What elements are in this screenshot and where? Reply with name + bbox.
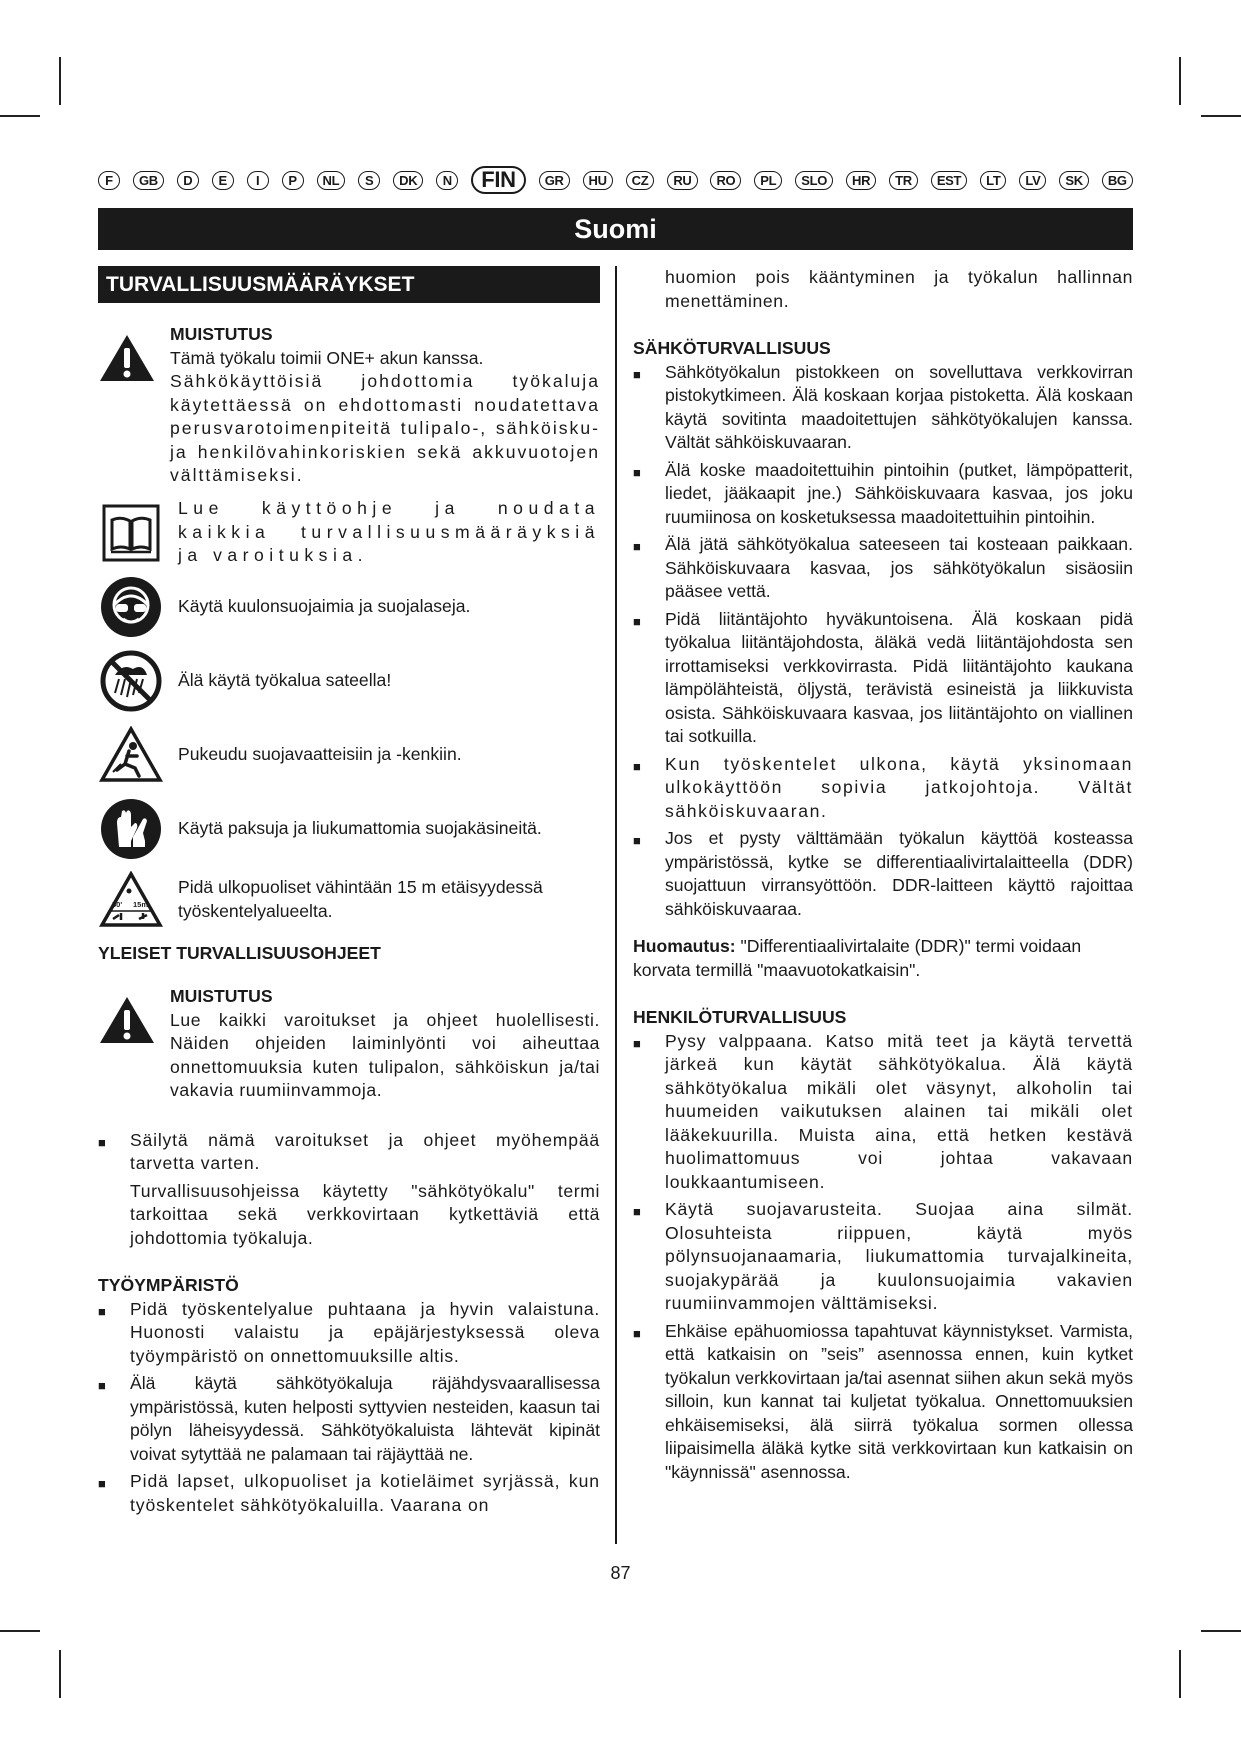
- bullet-icon: ■: [98, 1476, 106, 1491]
- page-number: 87: [610, 1563, 631, 1583]
- symbol-row: [98, 868, 600, 932]
- lang-badge: D: [177, 171, 199, 190]
- warning-block: [98, 323, 600, 488]
- lang-badge: PL: [754, 171, 782, 190]
- list-item-text: Älä käytä sähkötyökaluja räjähdysvaarallisessa ympäristössä, kuten helposti syttyvien nesteiden, kaasun tai pölyn läheisyydessä. Sähkötyökaluista lähtevät kipinät voivat sytyttää ne palamaan tai räjäyttää ne.: [130, 1373, 600, 1464]
- lang-badge: EST: [931, 171, 967, 190]
- lang-badge: SLO: [795, 171, 833, 190]
- language-title-bar: [98, 208, 1133, 250]
- lang-badge-active: FIN: [471, 166, 526, 194]
- symbol-text: Käytä kuulonsuojaimia ja suojalaseja.: [178, 595, 471, 616]
- lang-badge: SK: [1059, 171, 1088, 190]
- bullet-icon: ■: [633, 1204, 641, 1219]
- bullet-icon: ■: [633, 833, 641, 848]
- symbol-row: [98, 498, 600, 566]
- section-subheading: YLEISET TURVALLISUUSOHJEET: [98, 942, 381, 963]
- bullet-icon: ■: [633, 464, 641, 480]
- list-item: [633, 827, 1133, 921]
- column-divider: [615, 266, 617, 1544]
- lang-badge: F: [98, 171, 120, 190]
- lang-badge: DK: [393, 171, 423, 190]
- gloves-icon: [98, 796, 164, 862]
- distance-m-label: 15m: [133, 899, 149, 909]
- list-item: [98, 1298, 600, 1369]
- list-item-text: Pidä liitäntäjohto hyväkuntoisena. Älä koskaan pidä työkalua liitäntäjohdosta, äläkä vedä liitäntäjohdosta sen irrottamiseksi verkkovirrasta. Pidä liitäntäjohto kaukana lämpölähteistä, öljystä, terävistä esineistä ja liikkuvista osista. Sähköiskuvaara kasvaa, jos liitäntäjohto on viallinen tai sotkuilla.: [665, 608, 1133, 746]
- list-item: [633, 753, 1133, 824]
- bullet-icon: ■: [633, 1325, 641, 1341]
- symbol-row: [98, 648, 600, 714]
- list-item: [633, 533, 1133, 604]
- bullet-icon: ■: [633, 1035, 641, 1051]
- list-item: [98, 1129, 600, 1176]
- lang-badge: CZ: [626, 171, 655, 190]
- warning-text: Sähkökäyttöisiä johdottomia työkaluja käytettäessä on ehdottomasti noudatettava perusvarotoimenpiteitä tulipalo-, sähköisku- ja henkilövahinkoriskien sekä akkuvuotojen välttämiseksi.: [170, 371, 600, 485]
- bullet-icon: ■: [98, 1134, 106, 1150]
- warning-label: MUISTUTUS: [170, 324, 273, 344]
- bullet-icon: ■: [633, 539, 641, 554]
- symbol-text: Käytä paksuja ja liukumattomia suojakäsineitä.: [178, 817, 542, 838]
- lang-badge: E: [212, 171, 234, 190]
- lang-badge: GR: [539, 171, 570, 190]
- symbol-row: [98, 574, 600, 640]
- section-heading: TURVALLISUUSMÄÄRÄYKSET: [98, 266, 600, 303]
- section-subheading: TYÖYMPÄRISTÖ: [98, 1275, 239, 1295]
- lang-badge: LV: [1019, 171, 1046, 190]
- symbol-text: Pukeudu suojavaatteisiin ja -kenkiin.: [178, 743, 462, 764]
- list-item-text: Kun työskentelet ulkona, käytä yksinomaan ulkokäyttöön sopivia jatkojohtoja. Vältät sähköiskuvaaran.: [665, 753, 1133, 821]
- symbol-text: Älä käytä työkalua sateella!: [178, 669, 392, 690]
- list-item-text: Pidä lapset, ulkopuoliset ja kotieläimet syrjässä, kun työskentelet sähkötyökaluilla. Vaarana on: [130, 1471, 600, 1515]
- crop-mark: [59, 1650, 61, 1698]
- symbol-row: [98, 796, 600, 862]
- list-item: [633, 1320, 1133, 1485]
- lang-badge: S: [358, 171, 380, 190]
- warning-text: Lue kaikki varoitukset ja ohjeet huolellisesti. Näiden ohjeiden laiminlyönti voi aiheuttaa onnettomuuksia kuten tulipalon, sähköiskun ja/tai vakavia ruumiinvammoja.: [170, 1009, 600, 1100]
- crop-mark: [1179, 57, 1181, 105]
- lang-badge: RU: [667, 171, 697, 190]
- warning-label: MUISTUTUS: [170, 986, 273, 1006]
- bullet-icon: ■: [633, 613, 641, 629]
- note-label: Huomautus:: [633, 936, 736, 956]
- list-item-text: Ehkäise epähuomiossa tapahtuvat käynnistykset. Varmista, että katkaisin on ”seis” asennossa ennen, kuin kytket työkalun verkkovirtaan ja/tai asennat siihen akun sekä myös silloin, kun kannat tai kuljetat työkalua. Onnettomuuksien ehkäisemiseksi, älä siirrä työkalua sormen ollessa liipaisimella äläkä kytke sitä verkkovirtaan kun katkaisin on "käynnissä" asennossa.: [665, 1320, 1133, 1482]
- warning-triangle-icon: [98, 985, 158, 1052]
- ear-eye-protection-icon: [98, 574, 164, 640]
- lang-badge: GB: [133, 171, 164, 190]
- paragraph: huomion pois kääntyminen ja työkalun hallinnan menettäminen.: [665, 267, 1133, 311]
- list-item: [633, 459, 1133, 530]
- list-item: [633, 608, 1133, 749]
- list-item: [98, 1372, 600, 1466]
- list-item-text: Pidä työskentelyalue puhtaana ja hyvin valaistuna. Huonosti valaistu ja epäjärjestyksessä oleva työympäristö on onnettomuuksille altis.: [130, 1298, 600, 1366]
- lang-badge: TR: [889, 171, 918, 190]
- warning-triangle-icon: [98, 323, 158, 390]
- paragraph: Turvallisuusohjeissa käytetty "sähkötyökalu" termi tarkoittaa sekä verkkovirtaan kytkettäviä että johdottomia työkaluja.: [130, 1180, 600, 1248]
- bullet-icon: ■: [98, 1378, 106, 1393]
- list-item-text: Käytä suojavarusteita. Suojaa aina silmät. Olosuhteista riippuen, käytä myös pölynsuojanaamaria, liukumattomia turvajalkineita, suojakypärää ja kuulonsuojaimia vakavien ruumiinvammojen välttämiseksi.: [665, 1199, 1133, 1313]
- lang-badge: HR: [846, 171, 876, 190]
- lang-badge: P: [282, 171, 304, 190]
- note-text: "Differentiaalivirtalaite (DDR)" termi voidaan korvata termillä "maavuotokatkaisin".: [633, 936, 1082, 980]
- bullet-icon: ■: [633, 758, 641, 774]
- crop-mark: [1179, 1650, 1181, 1698]
- list-item-text: Älä koske maadoitettuihin pintoihin (putket, lämpöpatterit, liedet, jääkaapit jne.) Sähköiskuvaara kasvaa, jos joku ruumiinosa on kosketuksessa maadoitettuihin pintoihin.: [665, 459, 1133, 527]
- section-subheading: SÄHKÖTURVALLISUUS: [633, 338, 831, 358]
- warning-line: Tämä työkalu toimii ONE+ akun kanssa.: [170, 347, 484, 368]
- list-item: [633, 1198, 1133, 1316]
- crop-mark: [1201, 115, 1241, 117]
- manual-book-icon: [98, 500, 164, 566]
- symbol-text: Lue käyttöohje ja noudata kaikkia turvallisuusmääräyksiä ja varoituksia.: [178, 498, 600, 566]
- right-column: [633, 266, 1133, 1484]
- left-column: [98, 266, 600, 1517]
- list-item-text: Jos et pysty välttämään työkalun käyttöä kosteassa ympäristössä, kytke se differentiaalivirtalaitteella (DDR) suojattuun virransyöttöön. DDR-laitteen käyttö rajoittaa sähköiskuvaaraa.: [665, 828, 1133, 919]
- list-item: [633, 361, 1133, 455]
- keep-distance-icon: [98, 867, 164, 933]
- list-item-text: Älä jätä sähkötyökalua sateeseen tai kosteaan paikkaan. Sähköiskuvaara kasvaa, jos sähkötyökalun sisäosiin pääsee vettä.: [665, 534, 1133, 601]
- language-strip: [98, 167, 1133, 193]
- symbol-row: [98, 722, 600, 788]
- lang-badge: HU: [583, 171, 613, 190]
- note-paragraph: [633, 935, 1133, 982]
- lang-badge: NL: [317, 171, 346, 190]
- crop-mark: [0, 115, 40, 117]
- lang-badge: LT: [980, 171, 1006, 190]
- list-item-text: Säilytä nämä varoitukset ja ohjeet myöhempää tarvetta varten.: [130, 1129, 600, 1173]
- lang-badge: N: [436, 171, 458, 190]
- page-title: Suomi: [574, 213, 657, 244]
- lang-badge: BG: [1102, 171, 1133, 190]
- crop-mark: [0, 1630, 40, 1632]
- list-item: [633, 1030, 1133, 1195]
- bullet-icon: ■: [98, 1303, 106, 1319]
- lang-badge: RO: [710, 171, 741, 190]
- list-item-text: Pysy valppaana. Katso mitä teet ja käytä tervettä järkeä kun käytät sähkötyökalua. Älä käytä sähkötyökalua mikäli olet väsynyt, alkoholin tai huumeiden vaikutuksen alainen tai mikäli olet lääkekuurilla. Muista aina, että hetken kestävä huolimattomuus voi johtaa vakavaan loukkaantumiseen.: [665, 1030, 1133, 1192]
- no-rain-icon: [98, 648, 164, 714]
- lang-badge: I: [247, 171, 269, 190]
- list-item: [98, 1470, 600, 1517]
- symbol-text: Pidä ulkopuoliset vähintään 15 m etäisyydessä työskentelyalueelta.: [178, 877, 543, 921]
- list-item-text: Sähkötyökalun pistokkeen on sovelluttava verkkovirran pistokytkimeen. Älä koskaan korjaa pistoketta. Älä koskaan käytä sovitinta maadoitettujen sähkötyökalujen kanssa. Vältät sähköiskuvaaran.: [665, 361, 1133, 452]
- distance-ft-label: 50': [112, 899, 123, 909]
- bullet-icon: ■: [633, 366, 641, 382]
- section-subheading: HENKILÖTURVALLISUUS: [633, 1007, 847, 1027]
- protective-clothing-icon: [98, 722, 164, 788]
- crop-mark: [59, 57, 61, 105]
- crop-mark: [1201, 1630, 1241, 1632]
- warning-block: [98, 985, 600, 1103]
